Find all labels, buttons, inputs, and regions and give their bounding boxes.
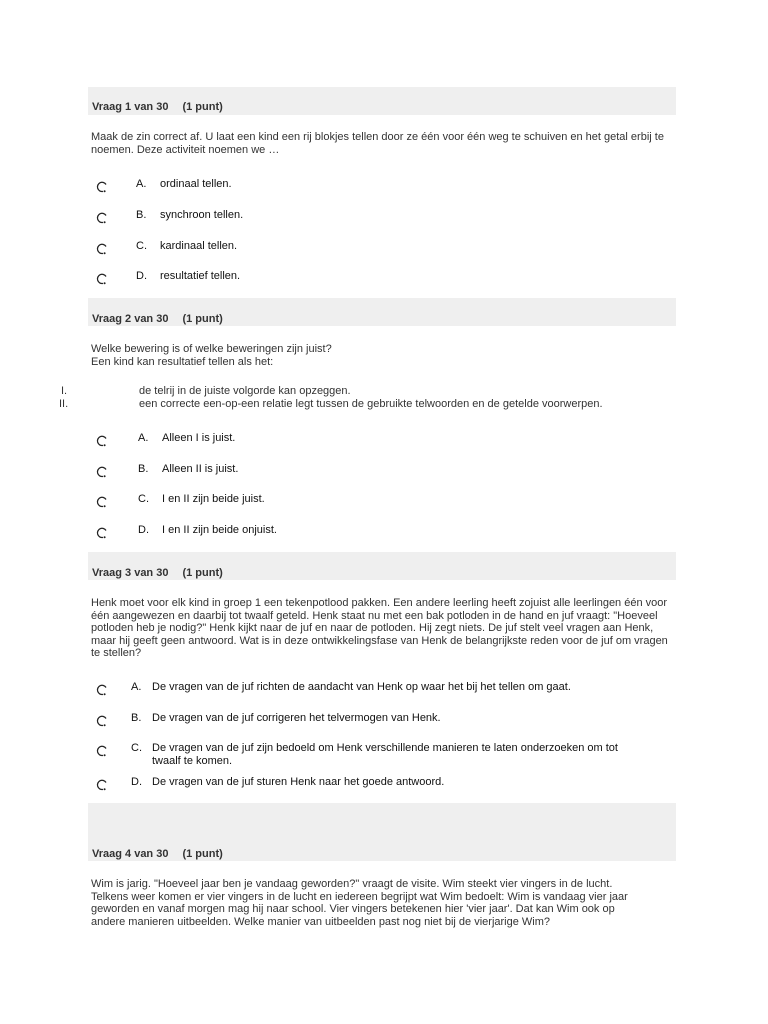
question-4-header	[88, 803, 676, 861]
statement-1-number: I.	[61, 385, 68, 397]
radio-button-icon[interactable]	[96, 745, 108, 757]
radio-button-icon[interactable]	[96, 466, 108, 478]
question-3-title: Vraag 3 van 30 (1 punt)	[92, 567, 223, 579]
radio-button-icon[interactable]	[96, 435, 108, 447]
question-2-header	[88, 298, 676, 326]
radio-button-icon[interactable]	[96, 212, 108, 224]
radio-button-icon[interactable]	[96, 684, 108, 696]
radio-button-icon[interactable]	[96, 496, 108, 508]
question-3-header	[88, 552, 676, 580]
radio-button-icon[interactable]	[96, 715, 108, 727]
question-3-text: Henk moet voor elk kind in groep 1 een tekenpotlood pakken. Een andere leerling heeft zojuist alle leerlingen één voor één aangewezen en daarbij tot twaalf geteld. Henk staat nu met een bak potloden in de hand en juf vraagt: "Hoeveel potloden heb je nodig?" Henk kijkt naar de juf en naar de potloden. Hij zegt niets. De juf stelt veel vragen aan Henk, maar hij geeft geen antwoord. Wat is in deze ontwikkelingsfase van Henk de belangrijkste reden voor de juf om vragen te stellen?	[91, 597, 668, 659]
question-2-title: Vraag 2 van 30 (1 punt)	[92, 313, 223, 325]
statement-2-text: een correcte een-op-een relatie legt tussen de gebruikte telwoorden en de getelde voorwerpen.	[139, 398, 603, 410]
question-4-title: Vraag 4 van 30 (1 punt)	[92, 848, 223, 860]
radio-button-icon[interactable]	[96, 527, 108, 539]
question-2-text-line-2: Een kind kan resultatief tellen als het:	[91, 356, 274, 368]
radio-button-icon[interactable]	[96, 181, 108, 193]
question-1-title: Vraag 1 van 30 (1 punt)	[92, 101, 223, 113]
question-4-text: Wim is jarig. "Hoeveel jaar ben je vandaag geworden?" vraagt de visite. Wim steekt vier vingers in de lucht. Telkens weer komen er vier vingers in de lucht en iedereen begrijpt wat Wim bedoelt: Wim is vandaag vier jaar geworden en vanaf morgen mag hij naar school. Vier vingers betekenen hier 'vier jaar'. Dat kan Wim ook op andere manieren uitbeelden. Welke manier van uitbeelden past nog niet bij de vierjarige Wim?	[91, 878, 628, 928]
radio-button-icon[interactable]	[96, 779, 108, 791]
radio-button-icon[interactable]	[96, 243, 108, 255]
radio-button-icon[interactable]	[96, 273, 108, 285]
question-1-header	[88, 87, 676, 115]
question-1-text: Maak de zin correct af. U laat een kind een rij blokjes tellen door ze één voor één weg te schuiven en het getal erbij te noemen. Deze activiteit noemen we …	[91, 131, 664, 156]
statement-1-text: de telrij in de juiste volgorde kan opzeggen.	[139, 385, 351, 397]
question-2-text-line-1: Welke bewering is of welke beweringen zijn juist?	[91, 343, 332, 355]
statement-2-number: II.	[59, 398, 69, 410]
